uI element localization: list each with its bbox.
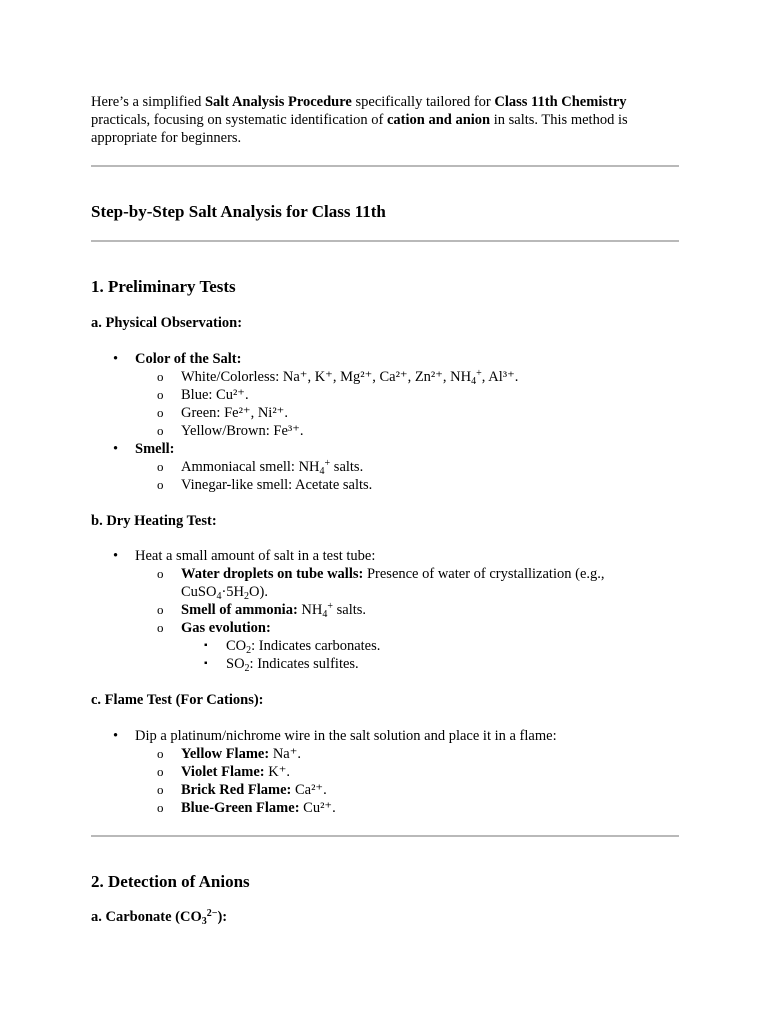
carbonate-heading <box>91 908 679 926</box>
bullet-marker: o <box>157 800 164 815</box>
list-text: Yellow/Brown: Fe³⁺. <box>181 423 304 439</box>
list-item <box>91 547 679 673</box>
subscript: 4 <box>471 376 477 387</box>
list-text: White/Colorless: Na⁺, K⁺, Mg²⁺, Ca²⁺, Zn²⁺, NH <box>181 369 472 385</box>
bullet-marker: o <box>157 423 164 438</box>
divider <box>91 165 679 167</box>
violet-flame-label: Violet Flame: <box>181 764 265 780</box>
list-text: , Al³⁺. <box>481 369 519 385</box>
subscript: 2 <box>246 645 252 656</box>
list-text: Blue: Cu²⁺. <box>181 387 249 403</box>
list-item <box>91 350 679 440</box>
bullet-marker: o <box>157 782 164 797</box>
bullet-marker: ▪ <box>204 658 208 669</box>
water-droplets-label: Water droplets on tube walls: <box>181 566 364 582</box>
intro-text: specifically tailored for <box>351 94 495 110</box>
intro-text: Here’s a simplified <box>91 94 205 110</box>
intro-text: practicals, focusing on systematic identification of <box>91 112 387 128</box>
list-item <box>91 368 679 386</box>
subscript: 3 <box>201 916 207 927</box>
list-text: O). <box>249 584 268 600</box>
bullet-marker: o <box>157 477 164 492</box>
yellow-flame-label: Yellow Flame: <box>181 746 270 762</box>
list-item <box>91 655 679 673</box>
smell-ammonia-label: Smell of ammonia: <box>181 602 298 618</box>
document-page <box>91 93 679 926</box>
subscript: 4 <box>216 591 222 602</box>
intro-bold-procedure: Salt Analysis Procedure <box>204 94 352 110</box>
color-label: Color of the Salt: <box>135 351 242 367</box>
list-item <box>91 763 679 781</box>
superscript: 2− <box>206 908 218 919</box>
color-sublist <box>135 368 679 440</box>
bullet-marker: o <box>157 387 164 402</box>
list-text: : Indicates carbonates. <box>251 638 381 654</box>
list-item <box>91 637 679 655</box>
bullet-marker: o <box>157 566 164 581</box>
intro-paragraph <box>91 93 679 147</box>
list-text: Presence of water of crystallization (e.g., CuSO <box>181 566 605 600</box>
smell-sublist <box>135 458 679 494</box>
list-text: Ammoniacal smell: NH <box>181 459 320 475</box>
bullet-marker: o <box>157 369 164 384</box>
dry-heating-sublist <box>135 565 679 673</box>
list-text: Green: Fe²⁺, Ni²⁺. <box>181 405 288 421</box>
superscript: + <box>476 368 482 379</box>
main-heading: Step-by-Step Salt Analysis for Class 11th <box>91 202 386 221</box>
list-item <box>91 565 679 601</box>
physical-observation-list <box>91 350 679 494</box>
flame-sublist <box>135 745 679 817</box>
divider <box>91 835 679 837</box>
list-item <box>91 440 679 494</box>
bullet-marker: ▪ <box>204 640 208 651</box>
bullet-marker: • <box>113 441 119 457</box>
list-item <box>91 404 679 422</box>
list-text: salts. <box>333 602 367 618</box>
list-text: Vinegar-like smell: Acetate salts. <box>181 477 373 493</box>
bullet-marker: • <box>113 728 119 744</box>
bullet-marker: o <box>157 459 164 474</box>
list-item <box>91 458 679 476</box>
list-text: Heat a small amount of salt in a test tube: <box>135 548 376 564</box>
bullet-marker: • <box>113 548 119 564</box>
list-item <box>91 727 679 817</box>
list-item <box>91 745 679 763</box>
heading-text: ): <box>217 909 228 925</box>
list-item <box>91 799 679 817</box>
bullet-marker: o <box>157 602 164 617</box>
bullet-marker: o <box>157 620 164 635</box>
section-2-heading: 2. Detection of Anions <box>91 872 250 891</box>
list-text: CO <box>226 638 247 654</box>
smell-label: Smell: <box>135 441 175 457</box>
section-1-heading: 1. Preliminary Tests <box>91 277 236 296</box>
subscript: 2 <box>244 591 250 602</box>
heading-text: a. Carbonate (CO <box>91 909 202 925</box>
flame-test-list <box>91 727 679 817</box>
list-text: salts. <box>330 459 364 475</box>
intro-text: in salts. This method is appropriate for beginners. <box>91 112 628 146</box>
subscript: 2 <box>244 663 250 674</box>
physical-observation-heading: a. Physical Observation: <box>91 315 243 331</box>
blue-green-flame-label: Blue-Green Flame: <box>181 800 300 816</box>
list-text: ·5H <box>221 584 245 600</box>
list-item <box>91 781 679 799</box>
subscript: 4 <box>322 609 328 620</box>
bullet-marker: o <box>157 764 164 779</box>
divider <box>91 240 679 242</box>
list-text: SO <box>226 656 245 672</box>
subscript: 4 <box>319 466 325 477</box>
bullet-marker: o <box>157 746 164 761</box>
list-text: Ca²⁺. <box>291 782 327 798</box>
list-item <box>91 476 679 494</box>
list-text: : Indicates sulfites. <box>249 656 359 672</box>
intro-bold-class: Class 11th Chemistry <box>494 94 627 110</box>
list-item <box>91 386 679 404</box>
list-text: Dip a platinum/nichrome wire in the salt solution and place it in a flame: <box>135 728 557 744</box>
superscript: + <box>327 601 334 612</box>
list-item <box>91 422 679 440</box>
list-text: K⁺. <box>264 764 290 780</box>
brick-red-flame-label: Brick Red Flame: <box>181 782 292 798</box>
gas-evolution-label: Gas evolution: <box>181 620 271 636</box>
list-text: Cu²⁺. <box>299 800 336 816</box>
flame-test-heading: c. Flame Test (For Cations): <box>91 692 264 708</box>
list-text: NH <box>297 602 323 618</box>
list-item <box>91 601 679 619</box>
list-item <box>91 619 679 673</box>
bullet-marker: • <box>113 351 119 367</box>
superscript: + <box>324 458 331 469</box>
gas-sublist <box>181 637 679 673</box>
dry-heating-heading: b. Dry Heating Test: <box>91 513 217 529</box>
bullet-marker: o <box>157 405 164 420</box>
intro-bold-cation-anion: cation and anion <box>386 112 491 128</box>
list-text: Na⁺. <box>269 746 301 762</box>
dry-heating-list <box>91 547 679 673</box>
